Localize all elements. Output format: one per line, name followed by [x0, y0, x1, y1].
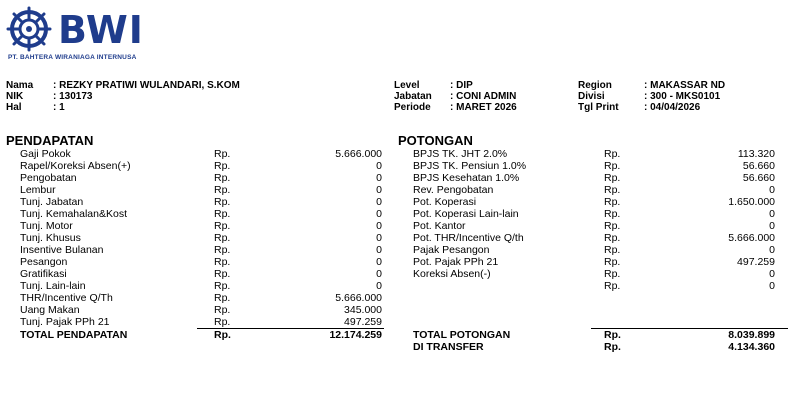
item-amount: 5.666.000: [728, 232, 775, 244]
list-item: [413, 220, 775, 232]
item-currency: Rp.: [214, 148, 231, 160]
list-item: [20, 304, 384, 316]
item-currency: Rp.: [604, 232, 621, 244]
item-amount: 0: [376, 256, 382, 268]
item-currency: Rp.: [214, 220, 231, 232]
item-name: BPJS TK. Pensiun 1.0%: [413, 160, 527, 172]
item-name: Tunj. Kemahalan&Kost: [20, 208, 128, 220]
item-currency: Rp.: [604, 256, 621, 268]
di-transfer-label: DI TRANSFER: [413, 341, 484, 353]
item-amount: 0: [376, 280, 382, 292]
item-amount: 0: [769, 244, 775, 256]
item-amount: 0: [376, 244, 382, 256]
list-item: [20, 220, 384, 232]
item-currency: Rp.: [604, 220, 621, 232]
item-amount: 0: [376, 160, 382, 172]
item-name: Pot. Pajak PPh 21: [413, 256, 499, 268]
list-item: [20, 172, 384, 184]
item-name: THR/Incentive Q/Th: [20, 292, 113, 304]
list-item: [20, 268, 384, 280]
item-amount: 1.650.000: [728, 196, 775, 208]
list-item: [413, 172, 775, 184]
list-item: [413, 196, 775, 208]
item-currency: Rp.: [214, 208, 231, 220]
item-name: Tunj. Pajak PPh 21: [20, 316, 110, 328]
info-row-nik: [6, 91, 93, 102]
info-value: : MARET 2026: [450, 102, 517, 113]
item-amount: 0: [376, 268, 382, 280]
list-item: [413, 160, 775, 172]
info-label: Periode: [394, 102, 431, 113]
list-item: [413, 184, 775, 196]
info-row-nama: [6, 80, 240, 91]
item-amount: 0: [376, 184, 382, 196]
employee-info-left: [6, 80, 240, 113]
list-item: [20, 232, 384, 244]
info-row-tgl-print: [578, 102, 701, 113]
item-name: Pot. Kantor: [413, 220, 466, 232]
pendapatan-list: [20, 148, 384, 328]
info-label: Tgl Print: [578, 102, 619, 113]
item-name: Lembur: [20, 184, 56, 196]
item-amount: 345.000: [344, 304, 382, 316]
list-item: [413, 256, 775, 268]
item-currency: Rp.: [604, 148, 621, 160]
item-currency: Rp.: [604, 280, 621, 292]
list-item: [413, 232, 775, 244]
item-name: BPJS Kesehatan 1.0%: [413, 172, 520, 184]
info-value: : 1: [53, 102, 65, 113]
item-name: Insentive Bulanan: [20, 244, 104, 256]
item-amount: 0: [769, 184, 775, 196]
item-name: Rev. Pengobatan: [413, 184, 494, 196]
di-transfer-amount: 4.134.360: [728, 341, 775, 353]
item-currency: Rp.: [214, 256, 231, 268]
info-row-level: [394, 80, 473, 91]
item-amount: 56.660: [742, 160, 775, 172]
pendapatan-title: PENDAPATAN: [6, 133, 94, 148]
item-name: Koreksi Absen(-): [413, 268, 491, 280]
item-amount: 0: [376, 172, 382, 184]
total-pendapatan-label: TOTAL PENDAPATAN: [20, 329, 128, 341]
info-value: : 300 - MKS0101: [644, 91, 721, 102]
item-currency: Rp.: [214, 196, 231, 208]
item-currency: Rp.: [214, 244, 231, 256]
item-name: Gratifikasi: [20, 268, 67, 280]
item-name: Gaji Pokok: [20, 148, 71, 160]
logo-brand: BWI: [58, 8, 144, 52]
item-currency: Rp.: [604, 244, 621, 256]
item-name: Pengobatan: [20, 172, 77, 184]
list-item: [20, 160, 384, 172]
item-currency: Rp.: [214, 280, 231, 292]
list-item: [20, 208, 384, 220]
item-currency: Rp.: [604, 172, 621, 184]
list-item: [413, 208, 775, 220]
info-value: : DIP: [450, 80, 473, 91]
item-amount: 5.666.000: [335, 292, 382, 304]
logo-company-name: PT. BAHTERA WIRANIAGA INTERNUSA: [8, 54, 137, 61]
item-amount: 497.259: [737, 256, 775, 268]
item-amount: 0: [769, 220, 775, 232]
employee-info-middle: [394, 80, 517, 113]
item-amount: 0: [769, 208, 775, 220]
di-transfer-currency: Rp.: [604, 341, 621, 353]
info-value: : 130173: [53, 91, 93, 102]
item-amount: 0: [376, 232, 382, 244]
item-currency: Rp.: [214, 232, 231, 244]
list-item: [413, 268, 775, 280]
item-name: Pesangon: [20, 256, 68, 268]
item-amount: 0: [376, 208, 382, 220]
list-item: [413, 280, 775, 292]
item-currency: Rp.: [214, 304, 231, 316]
item-currency: Rp.: [604, 184, 621, 196]
list-item: [20, 196, 384, 208]
item-currency: Rp.: [214, 172, 231, 184]
total-potongan-currency: Rp.: [604, 329, 621, 341]
info-row-region: [578, 80, 726, 91]
info-label: Divisi: [578, 91, 605, 102]
item-amount: 56.660: [742, 172, 775, 184]
item-currency: Rp.: [214, 184, 231, 196]
total-pendapatan-amount: 12.174.259: [329, 329, 382, 341]
list-item: [20, 184, 384, 196]
info-label: Nama: [6, 80, 34, 91]
list-item: [20, 280, 384, 292]
info-label: Hal: [6, 102, 22, 113]
item-currency: Rp.: [604, 268, 621, 280]
item-name: Tunj. Motor: [20, 220, 73, 232]
item-amount: 5.666.000: [335, 148, 382, 160]
item-amount: 497.259: [344, 316, 382, 328]
item-name: Tunj. Khusus: [20, 232, 81, 244]
item-amount: 0: [769, 268, 775, 280]
item-currency: Rp.: [604, 160, 621, 172]
info-row-jabatan: [394, 91, 517, 102]
item-currency: Rp.: [604, 196, 621, 208]
item-currency: Rp.: [214, 160, 231, 172]
info-value: : REZKY PRATIWI WULANDARI, S.KOM: [53, 80, 240, 91]
item-name: Tunj. Jabatan: [20, 196, 84, 208]
list-item: [20, 244, 384, 256]
item-amount: 0: [769, 280, 775, 292]
info-label: NIK: [6, 91, 24, 102]
info-value: : CONI ADMIN: [450, 91, 517, 102]
total-potongan-label: TOTAL POTONGAN: [413, 329, 511, 341]
item-name: BPJS TK. JHT 2.0%: [413, 148, 508, 160]
item-currency: Rp.: [214, 292, 231, 304]
item-currency: Rp.: [214, 268, 231, 280]
info-value: : MAKASSAR ND: [644, 80, 726, 91]
item-name: Tunj. Lain-lain: [20, 280, 86, 292]
list-item: [20, 256, 384, 268]
item-currency: Rp.: [214, 316, 231, 328]
info-label: Region: [578, 80, 612, 91]
info-row-divisi: [578, 91, 721, 102]
item-name: Pot. THR/Incentive Q/th: [413, 232, 524, 244]
info-label: Level: [394, 80, 420, 91]
item-name: Pot. Koperasi: [413, 196, 477, 208]
info-label: Jabatan: [394, 91, 432, 102]
item-name: Pot. Koperasi Lain-lain: [413, 208, 519, 220]
employee-info-right: [578, 80, 726, 113]
item-name: Pajak Pesangon: [413, 244, 490, 256]
info-value: : 04/04/2026: [644, 102, 701, 113]
total-potongan-amount: 8.039.899: [728, 329, 775, 341]
item-name: Uang Makan: [20, 304, 80, 316]
item-amount: 0: [376, 220, 382, 232]
item-amount: 0: [376, 196, 382, 208]
item-name: Rapel/Koreksi Absen(+): [20, 160, 131, 172]
ship-wheel-icon: [6, 6, 52, 52]
item-currency: Rp.: [604, 208, 621, 220]
list-item: [413, 244, 775, 256]
list-item: [20, 148, 384, 160]
info-row-hal: [6, 102, 65, 113]
potongan-list: [413, 148, 775, 292]
item-amount: 113.320: [737, 148, 775, 160]
company-logo: [6, 6, 156, 62]
info-row-periode: [394, 102, 517, 113]
total-pendapatan-currency: Rp.: [214, 329, 231, 341]
potongan-title: POTONGAN: [398, 133, 473, 148]
list-item: [20, 316, 384, 328]
list-item: [413, 148, 775, 160]
list-item: [20, 292, 384, 304]
